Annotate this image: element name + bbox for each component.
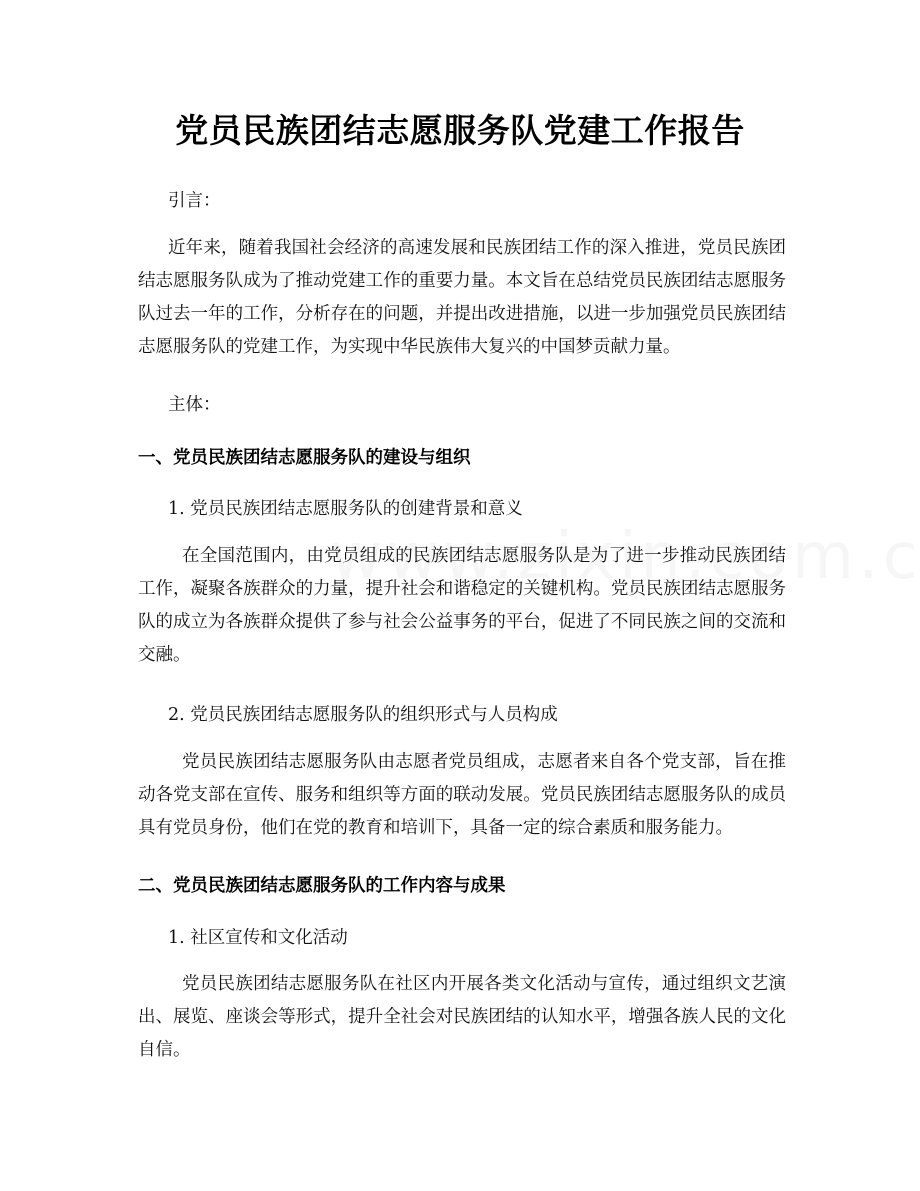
section2-sub1-paragraph: [138, 968, 786, 1067]
intro-paragraph-text: 近年来，随着我国社会经济的高速发展和民族团结工作的深入推进，党员民族团结志愿服务队成为了推动党建工作的重要力量。本文旨在总结党员民族团结志愿服务队过去一年的工作，分析存在的问题，并提出改进措施，以进一步加强党员民族团结志愿服务队的党建工作，为实现中华民族伟大复兴的中国梦贡献力量。: [138, 238, 786, 357]
section1-sub2-paragraph: [138, 746, 786, 845]
section1-sub2-title: 2. 党员民族团结志愿服务队的组织形式与人员构成: [168, 705, 558, 725]
intro-paragraph: [138, 232, 786, 364]
intro-label: 引言：: [168, 191, 221, 211]
section2-heading: 二、党员民族团结志愿服务队的工作内容与成果: [138, 876, 506, 896]
section1-sub1-title: 1. 党员民族团结志愿服务队的创建背景和意义: [168, 499, 523, 519]
section1-sub2-text: 党员民族团结志愿服务队由志愿者党员组成，志愿者来自各个党支部，旨在推动各党支部在宣传、服务和组织等方面的联动发展。党员民族团结志愿服务队的成员具有党员身份，他们在党的教育和培训下，具备一定的综合素质和服务能力。: [138, 752, 786, 838]
section1-sub1-paragraph: [138, 540, 786, 672]
section1-heading: 一、党员民族团结志愿服务队的建设与组织: [138, 448, 471, 468]
section1-sub1-text: 在全国范围内，由党员组成的民族团结志愿服务队是为了进一步推动民族团结工作，凝聚各族群众的力量，提升社会和谐稳定的关键机构。党员民族团结志愿服务队的成立为各族群众提供了参与社会公益事务的平台，促进了不同民族之间的交流和交融。: [138, 546, 786, 665]
document-title: 党员民族团结志愿服务队党建工作报告: [175, 111, 745, 150]
body-label: 主体：: [168, 395, 221, 415]
section2-sub1-text: 党员民族团结志愿服务队在社区内开展各类文化活动与宣传，通过组织文艺演出、展览、座谈会等形式，提升全社会对民族团结的认知水平，增强各族人民的文化自信。: [138, 974, 786, 1060]
section2-sub1-title: 1. 社区宣传和文化活动: [168, 928, 348, 948]
